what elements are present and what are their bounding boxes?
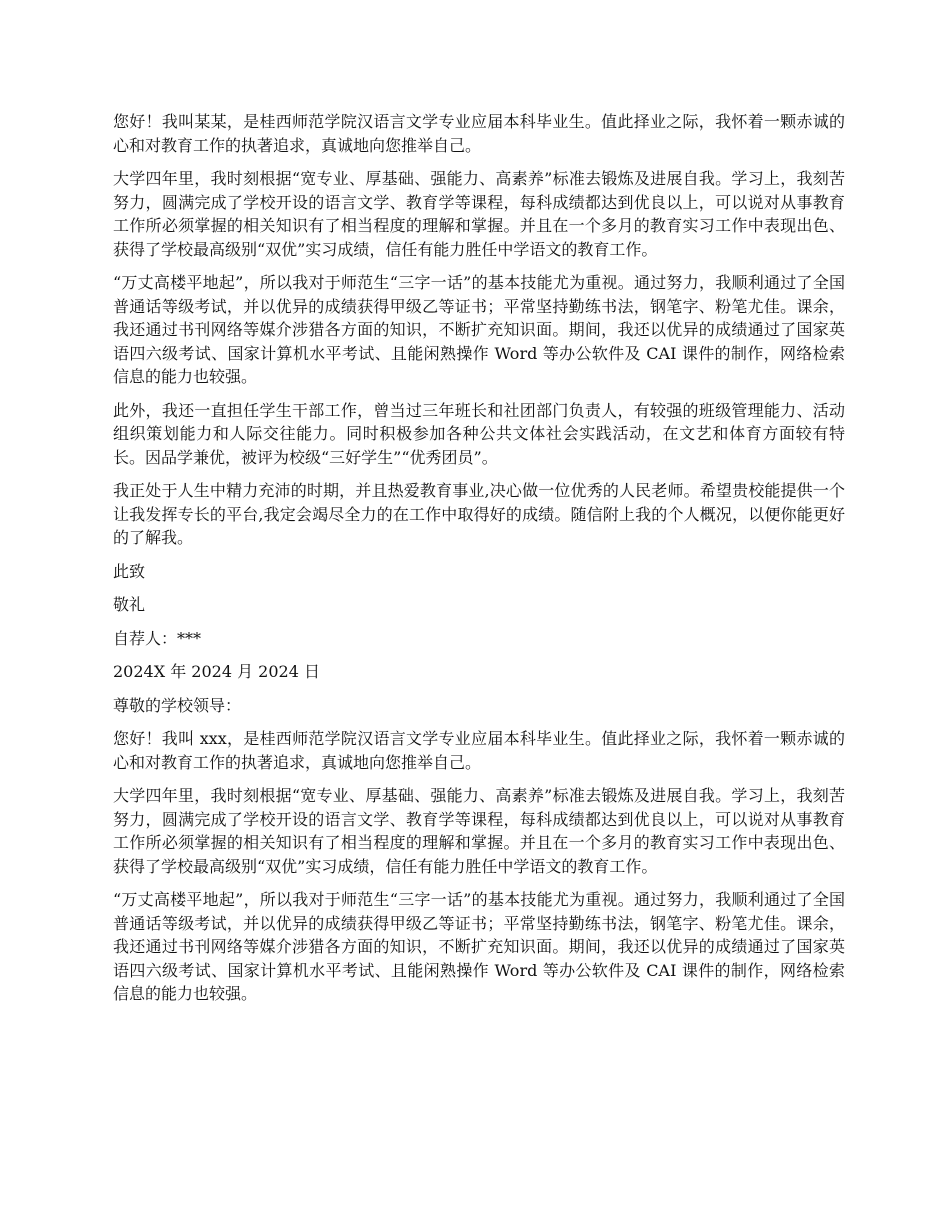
paragraph-greeting: 您好！我叫某某，是桂西师范学院汉语言文学专业应届本科毕业生。值此择业之际，我怀着一颗赤诚的心和对教育工作的执著追求，真诚地向您推举自己。: [113, 112, 845, 155]
document-page: [113, 110, 845, 1016]
salutation: 尊敬的学校领导：: [113, 695, 242, 715]
paragraph-skills-2: “万丈高楼平地起”，所以我对于师范生“三字一话”的基本技能尤为重视。通过努力，我顺利通过了全国普通话等级考试，并以优异的成绩获得甲级乙等证书；平常坚持勤练书法，钢笔字、粉笔尤佳。课余，我还通过书刊网络等媒介涉猎各方面的知识，不断扩充知识面。期间，我还以优异的成绩通过了国家英语四六级考试、国家计算机水平考试、且能闲熟操作 Word 等办公软件及 CAI 课件的制作，网络检索信息的能力也较强。: [113, 890, 845, 1003]
paragraph-aspiration: 我正处于人生中精力充沛的时期，并且热爱教育事业,决心做一位优秀的人民老师。希望贵校能提供一个让我发挥专长的平台,我定会竭尽全力的在工作中取得好的成绩。随信附上我的个人概况，以便你能更好的了解我。: [113, 481, 845, 547]
closing-line-1: 此致: [113, 561, 146, 581]
paragraph-university-2: 大学四年里，我时刻根据“宽专业、厚基础、强能力、高素养”标准去锻炼及进展自我。学习上，我刻苦努力，圆满完成了学校开设的语言文学、教育学等课程，每科成绩都达到优良以上，可以说对从事教育工作所必须掌握的相关知识有了相当程度的理解和掌握。并且在一个多月的教育实习工作中表现出色、获得了学校最高级别“双优”实习成绩，信任有能力胜任中学语文的教育工作。: [113, 786, 845, 876]
paragraph-skills: “万丈高楼平地起”，所以我对于师范生“三字一话”的基本技能尤为重视。通过努力，我顺利通过了全国普通话等级考试，并以优异的成绩获得甲级乙等证书；平常坚持勤练书法，钢笔字、粉笔尤佳。课余，我还通过书刊网络等媒介涉猎各方面的知识，不断扩充知识面。期间，我还以优异的成绩通过了国家英语四六级考试、国家计算机水平考试、且能闲熟操作 Word 等办公软件及 CAI 课件的制作，网络检索信息的能力也较强。: [113, 273, 845, 386]
paragraph-activities: 此外，我还一直担任学生干部工作，曾当过三年班长和社团部门负责人，有较强的班级管理能力、活动组织策划能力和人际交往能力。同时积极参加各种公共文体社会实践活动，在文艺和体育方面较有特长。因品学兼优，被评为校级“三好学生”“优秀团员”。: [113, 400, 845, 467]
paragraph-greeting-2: 您好！我叫 xxx，是桂西师范学院汉语言文学专业应届本科毕业生。值此择业之际，我怀着一颗赤诚的心和对教育工作的执著追求，真诚地向您推举自己。: [113, 729, 845, 772]
date: 2024X 年 2024 月 2024 日: [113, 662, 320, 681]
signature: 自荐人：***: [113, 628, 202, 648]
closing-line-2: 敬礼: [113, 595, 146, 614]
paragraph-university: 大学四年里，我时刻根据“宽专业、厚基础、强能力、高素养”标准去锻炼及进展自我。学习上，我刻苦努力，圆满完成了学校开设的语言文学、教育学等课程，每科成绩都达到优良以上，可以说对从事教育工作所必须掌握的相关知识有了相当程度的理解和掌握。并且在一个多月的教育实习工作中表现出色、获得了学校最高级别“双优”实习成绩，信任有能力胜任中学语文的教育工作。: [113, 169, 845, 259]
